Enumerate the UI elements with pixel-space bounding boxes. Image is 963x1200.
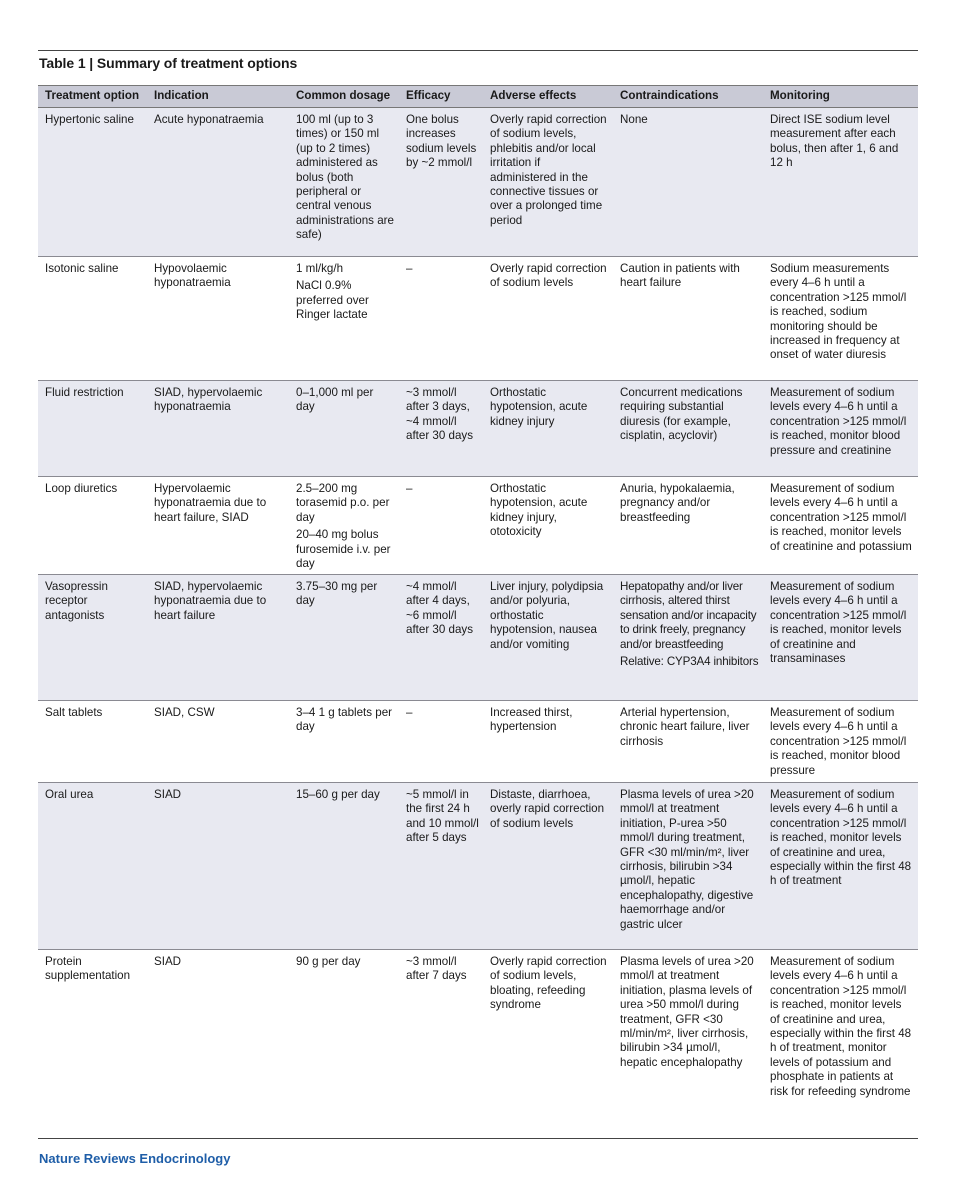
cell-dosage: 3.75–30 mg per day <box>296 580 378 608</box>
cell-adverse-effects: Orthostatic hypotension, acute kidney injury, ototoxicity <box>490 482 588 539</box>
table-row <box>38 575 918 701</box>
cell-contraindications: Plasma levels of urea >20 mmol/l at treatment initiation, P-urea >50 mmol/l during treatment, GFR <30 ml/min/m², liver cirrhosis, bilirubin >34 µmol/l, hepatic encephalopathy, digestive haemorrhage and/or gastric ulcer <box>620 788 754 931</box>
table-header-row <box>38 85 918 108</box>
cell-adverse-effects: Increased thirst, hypertension <box>490 706 573 734</box>
table-row <box>38 950 918 1127</box>
cell-efficacy: – <box>406 706 413 719</box>
treatment-table <box>38 85 918 1127</box>
table-row <box>38 108 918 257</box>
cell-contraindications: Arterial hypertension, chronic heart failure, liver cirrhosis <box>620 706 750 748</box>
header-efficacy: Efficacy <box>406 89 451 103</box>
top-rule <box>38 50 918 51</box>
cell-indication: Hypervolaemic hyponatraemia due to heart failure, SIAD <box>154 482 267 524</box>
cell-indication: SIAD, hypervolaemic hyponatraemia due to heart failure <box>154 580 267 622</box>
cell-efficacy: ~4 mmol/l after 4 days, ~6 mmol/l after 30 days <box>406 580 474 637</box>
cell-adverse-effects: Orthostatic hypotension, acute kidney injury <box>490 386 588 428</box>
table-row <box>38 783 918 950</box>
table-row <box>38 257 918 381</box>
cell-monitoring: Measurement of sodium levels every 4–6 h until a concentration >125 mmol/l is reached, monitor levels of creatinine and transaminases <box>770 580 907 666</box>
header-common-dosage: Common dosage <box>296 89 391 103</box>
header-monitoring: Monitoring <box>770 89 830 103</box>
cell-treatment: Vasopressin receptor antagonists <box>45 580 108 622</box>
table-row <box>38 477 918 575</box>
cell-efficacy: – <box>406 262 413 275</box>
header-contraindications: Contraindications <box>620 89 719 103</box>
bottom-rule <box>38 1138 918 1139</box>
cell-treatment: Fluid restriction <box>45 386 124 399</box>
cell-dosage: 2.5–200 mg torasemid p.o. per day 20–40 mg bolus furosemide i.v. per day <box>296 482 391 571</box>
cell-contraindications: Plasma levels of urea >20 mmol/l at treatment initiation, plasma levels of urea >50 mmol/l during treatment, GFR <30 ml/min/m², liver cirrhosis, bilirubin >34 µmol/l, hepatic encephalopathy <box>620 955 754 1069</box>
cell-adverse-effects: Overly rapid correction of sodium levels, phlebitis and/or local irritation if administered in the connective tissues or over a prolonged time period <box>490 113 607 227</box>
header-treatment-option: Treatment option <box>45 89 140 103</box>
cell-treatment: Isotonic saline <box>45 262 119 275</box>
cell-efficacy: – <box>406 482 413 495</box>
cell-adverse-effects: Overly rapid correction of sodium levels, bloating, refeeding syndrome <box>490 955 607 1012</box>
cell-efficacy: One bolus increases sodium levels by ~2 mmol/l <box>406 113 477 170</box>
cell-dosage: 0–1,000 ml per day <box>296 386 374 414</box>
cell-efficacy: ~5 mmol/l in the first 24 h and 10 mmol/l after 5 days <box>406 788 479 845</box>
table-row <box>38 381 918 477</box>
table-title: Table 1 | Summary of treatment options <box>39 55 298 71</box>
cell-contraindications: None <box>620 113 648 126</box>
cell-treatment: Loop diuretics <box>45 482 118 495</box>
cell-contraindications: Anuria, hypokalaemia, pregnancy and/or breastfeeding <box>620 482 735 524</box>
cell-treatment: Protein supplementation <box>45 955 131 983</box>
cell-monitoring: Measurement of sodium levels every 4–6 h until a concentration >125 mmol/l is reached, monitor levels of creatinine and potassium <box>770 482 912 553</box>
cell-monitoring: Measurement of sodium levels every 4–6 h until a concentration >125 mmol/l is reached, monitor levels of creatinine and urea, especially within the first 48 h of treatment, monitor levels of potassium and phosphate in patients at risk for refeeding syndrome <box>770 955 912 1098</box>
cell-indication: Hypovolaemic hyponatraemia <box>154 262 231 290</box>
cell-dosage: 3–4 1 g tablets per day <box>296 706 393 734</box>
cell-adverse-effects: Overly rapid correction of sodium levels <box>490 262 607 290</box>
table-row <box>38 701 918 783</box>
cell-monitoring: Measurement of sodium levels every 4–6 h until a concentration >125 mmol/l is reached, monitor blood pressure and creatinine <box>770 386 907 457</box>
cell-indication: SIAD <box>154 788 182 801</box>
cell-monitoring: Measurement of sodium levels every 4–6 h until a concentration >125 mmol/l is reached, monitor levels of creatinine and urea, especially within the first 48 h of treatment <box>770 788 912 888</box>
cell-monitoring: Measurement of sodium levels every 4–6 h until a concentration >125 mmol/l is reached, monitor blood pressure <box>770 706 907 777</box>
cell-monitoring: Sodium measurements every 4–6 h until a concentration >125 mmol/l is reached, sodium monitoring should be increased in frequency at onset of water diuresis <box>770 262 907 362</box>
cell-indication: SIAD, hypervolaemic hyponatraemia <box>154 386 263 414</box>
cell-monitoring: Direct ISE sodium level measurement after each bolus, then after 1, 6 and 12 h <box>770 113 899 170</box>
header-indication: Indication <box>154 89 209 103</box>
cell-treatment: Salt tablets <box>45 706 103 719</box>
cell-efficacy: ~3 mmol/l after 3 days, ~4 mmol/l after 30 days <box>406 386 474 443</box>
cell-indication: Acute hyponatraemia <box>154 113 264 126</box>
cell-adverse-effects: Distaste, diarrhoea, overly rapid correction of sodium levels <box>490 788 605 830</box>
cell-adverse-effects: Liver injury, polydipsia and/or polyuria, orthostatic hypotension, nausea and/or vomiting <box>490 580 604 651</box>
cell-efficacy: ~3 mmol/l after 7 days <box>406 955 467 983</box>
cell-indication: SIAD <box>154 955 182 968</box>
cell-contraindications: Hepatopathy and/or liver cirrhosis, altered thirst sensation and/or incapacity to drink freely, pregnancy and/or breastfeeding Relative: CYP3A4 inhibitors <box>620 580 759 669</box>
cell-dosage: 1 ml/kg/h NaCl 0.9% preferred over Ringer lactate <box>296 262 369 322</box>
cell-indication: SIAD, CSW <box>154 706 215 719</box>
journal-name: Nature Reviews Endocrinology <box>39 1151 231 1166</box>
cell-dosage: 15–60 g per day <box>296 788 380 801</box>
cell-dosage: 100 ml (up to 3 times) or 150 ml (up to 2 times) administered as bolus (both peripheral or central venous administrations are safe) <box>296 113 394 242</box>
header-adverse-effects: Adverse effects <box>490 89 577 103</box>
cell-dosage: 90 g per day <box>296 955 361 968</box>
cell-treatment: Hypertonic saline <box>45 113 134 126</box>
cell-treatment: Oral urea <box>45 788 94 801</box>
cell-contraindications: Caution in patients with heart failure <box>620 262 740 290</box>
cell-contraindications: Concurrent medications requiring substantial diuresis (for example, cisplatin, acyclovir) <box>620 386 743 443</box>
